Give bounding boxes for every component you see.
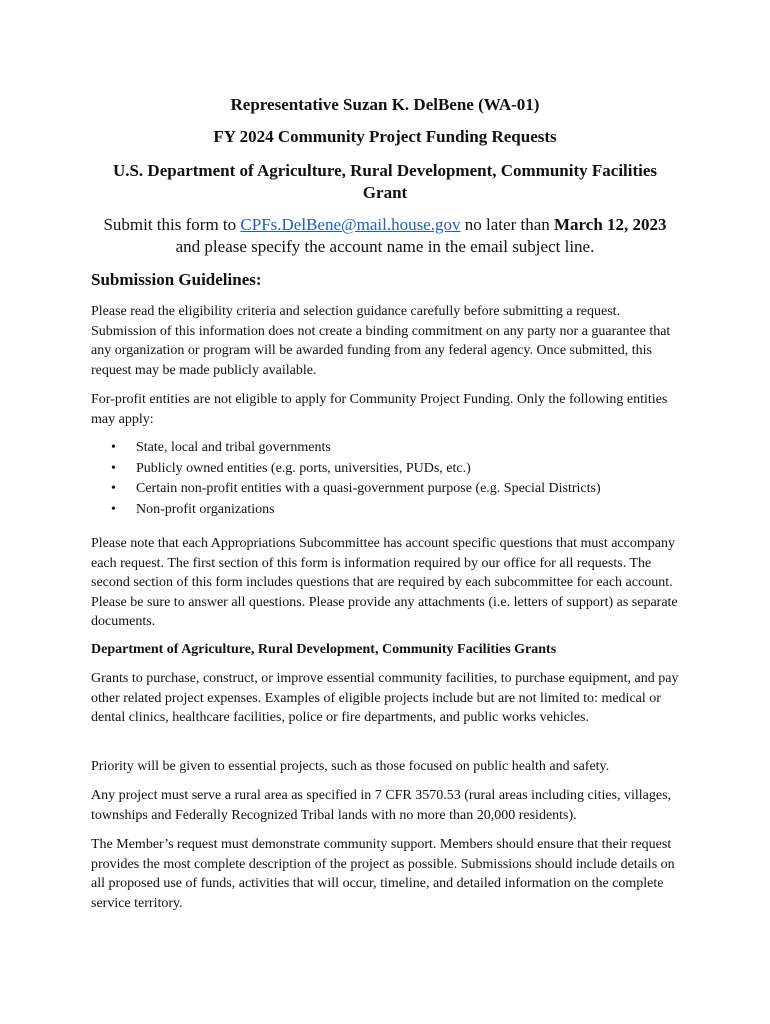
bullet-icon: • <box>111 460 116 476</box>
submit-deadline: March 12, 2023 <box>554 215 667 234</box>
account-paragraph-2: Priority will be given to essential projects, such as those focused on public health and safety. <box>91 759 610 774</box>
list-item <box>91 500 681 521</box>
guidelines-paragraph-3: Please note that each Appropriations Subcommittee has account specific questions that must accompany each request. The first section of this form is information required by our office for all requests. The second section of this form includes questions that are required by each subcommittee for each account. Please be sure to answer all questions. Please provide any attachments (i.e. letters of support) as separate documents. <box>91 536 678 629</box>
guidelines-heading: Submission Guidelines: <box>91 270 262 289</box>
eligible-entities-list <box>91 438 681 520</box>
bullet-icon: • <box>111 440 116 455</box>
account-paragraph-4: The Member’s request must demonstrate community support. Members should ensure that their request provides the most complete description of the project as possible. Submissions should include details on all proposed use of funds, activities that will occur, timeline, and detailed information on the complete service territory. <box>91 837 675 911</box>
list-item-text: Publicly owned entities (e.g. ports, universities, PUDs, etc.) <box>136 460 471 476</box>
submit-prefix: Submit this form to <box>103 215 241 234</box>
header-account-title: U.S. Department of Agriculture, Rural Development, Community Facilities Grant <box>112 161 658 202</box>
guidelines-paragraph-2: For-profit entities are not eligible to apply for Community Project Funding. Only the following entities may apply: <box>91 392 668 427</box>
submit-suffix: and please specify the account name in the email subject line. <box>175 237 595 256</box>
email-link[interactable]: CPFs.DelBene@mail.house.gov <box>240 215 461 234</box>
list-item <box>91 479 681 500</box>
bullet-icon: • <box>111 481 116 496</box>
header-fiscal-year: FY 2024 Community Project Funding Requests <box>213 127 557 146</box>
account-heading: Department of Agriculture, Rural Development, Community Facilities Grants <box>91 642 557 657</box>
submit-instructions <box>88 214 682 258</box>
list-item-text: State, local and tribal governments <box>136 440 331 455</box>
bullet-icon: • <box>111 501 116 517</box>
list-item-text: Non-profit organizations <box>136 501 275 517</box>
header-representative: Representative Suzan K. DelBene (WA-01) <box>230 95 540 114</box>
submit-middle: no later than <box>460 215 554 234</box>
guidelines-paragraph-1: Please read the eligibility criteria and selection guidance carefully before submitting a request. Submission of this information does not create a binding commitment on any party nor a guarantee that any organization or program will be awarded funding from any federal agency. Once submitted, this request may be made publicly available. <box>91 304 671 378</box>
list-item <box>91 438 681 459</box>
account-paragraph-3: Any project must serve a rural area as specified in 7 CFR 3570.53 (rural areas including cities, villages, townships and Federally Recognized Tribal lands with no more than 20,000 residents). <box>91 788 672 823</box>
list-item <box>91 459 681 480</box>
account-paragraph-1: Grants to purchase, construct, or improve essential community facilities, to purchase equipment, and pay other related project expenses. Examples of eligible projects include but are not limited to: medical or dental clinics, healthcare facilities, police or fire departments, and public works vehicles. <box>91 671 679 725</box>
list-item-text: Certain non-profit entities with a quasi-government purpose (e.g. Special Districts) <box>136 481 601 496</box>
